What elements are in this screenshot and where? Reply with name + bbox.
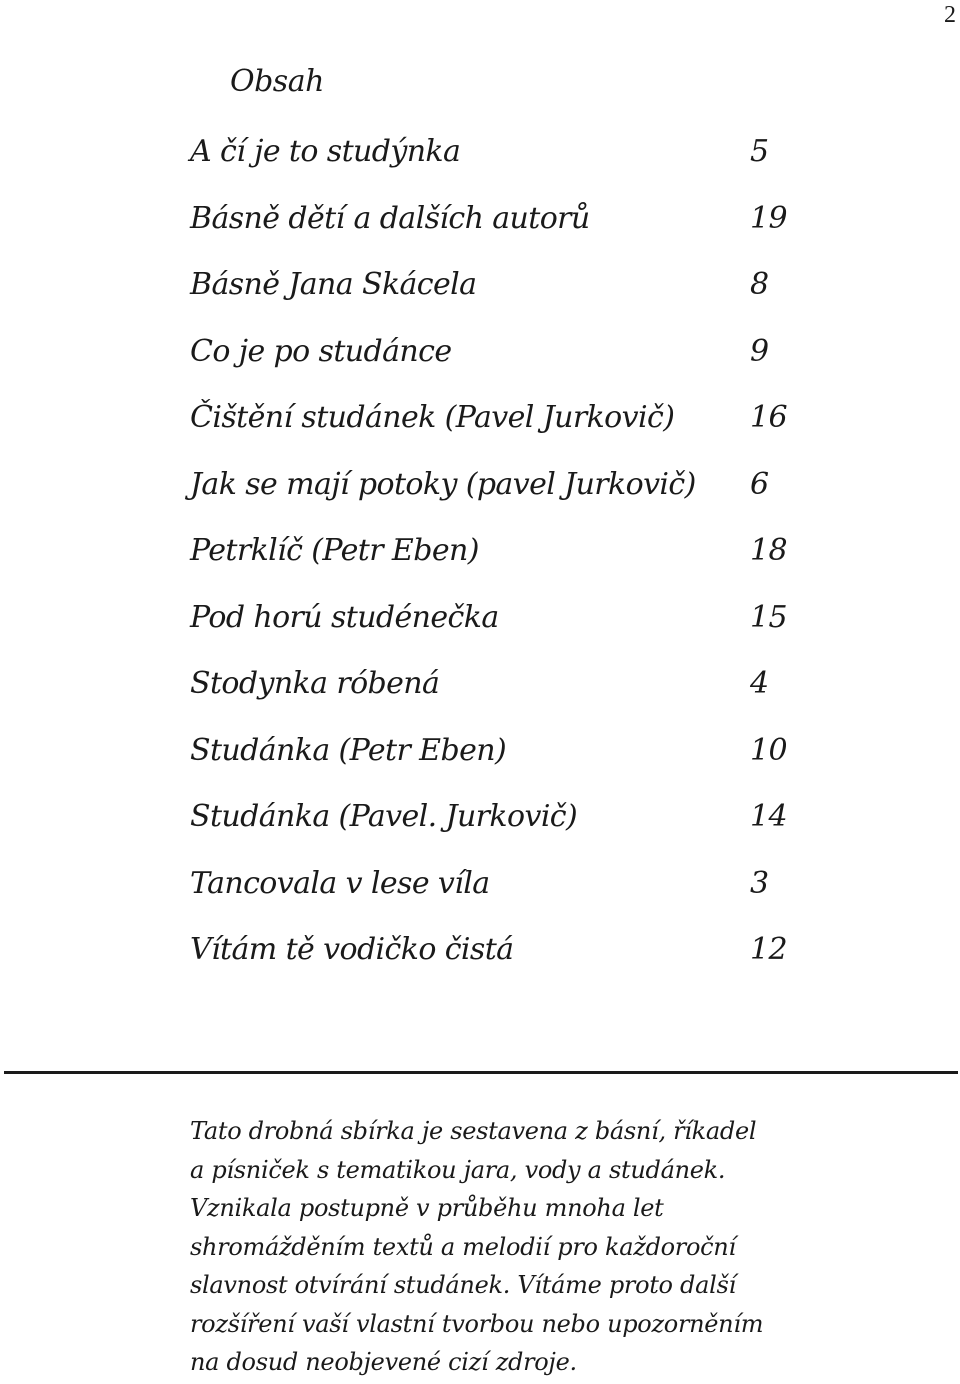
toc-entry-page: 4 [750, 666, 769, 701]
toc-entry-page: 10 [750, 732, 787, 768]
toc-entry-title: Básně dětí a dalších autorů [190, 200, 590, 236]
page-number: 2 [944, 2, 956, 28]
toc-entry[interactable] [190, 729, 810, 796]
toc-entry-title: Vítám tě vodičko čistá [190, 932, 514, 967]
intro-line: na dosud neobjevené cizí zdroje. [190, 1348, 577, 1376]
toc-entry-title: Stodynka róbená [190, 666, 440, 701]
toc-entry[interactable] [190, 928, 810, 995]
horizontal-divider [4, 1071, 958, 1074]
toc-entry-page: 19 [750, 200, 787, 236]
intro-line: a písniček s tematikou jara, vody a studánek. [190, 1155, 726, 1184]
toc-entry-title: Čištění studánek (Pavel Jurkovič) [190, 400, 675, 435]
toc-entry[interactable] [190, 795, 810, 862]
intro-line: Vznikala postupně v průběhu mnoha let [190, 1194, 664, 1222]
toc-entry[interactable] [190, 263, 810, 330]
toc-entry-page: 5 [750, 134, 769, 169]
toc-entry-title: Básně Jana Skácela [190, 267, 477, 302]
toc-entry-title: Tancovala v lese víla [190, 865, 490, 901]
toc-entry-title: Studánka (Pavel. Jurkovič) [190, 799, 578, 834]
toc-entry-page: 9 [750, 333, 769, 369]
toc-entry[interactable] [190, 596, 810, 663]
toc-title: Obsah [230, 64, 324, 99]
toc-entry-title: A čí je to studýnka [190, 134, 461, 169]
intro-paragraph [190, 1112, 830, 1382]
toc-entry-page: 8 [750, 267, 769, 302]
toc-entry-page: 12 [750, 932, 787, 967]
toc-entry-title: Petrklíč (Petr Eben) [190, 533, 479, 568]
toc-entry-title: Studánka (Petr Eben) [190, 732, 507, 768]
intro-line: rozšíření vaší vlastní tvorbou nebo upozorněním [190, 1309, 764, 1338]
toc-entry-page: 14 [750, 799, 787, 834]
toc-entry[interactable] [190, 529, 810, 596]
table-of-contents [190, 130, 810, 995]
toc-entry[interactable] [190, 463, 810, 530]
toc-entry[interactable] [190, 662, 810, 729]
toc-entry-title: Jak se mají potoky (pavel Jurkovič) [190, 466, 696, 502]
toc-entry-page: 6 [750, 466, 769, 502]
toc-entry-page: 16 [750, 400, 787, 435]
intro-line: Tato drobná sbírka je sestavena z básní, říkadel [190, 1117, 757, 1145]
toc-entry-title: Pod horú studénečka [190, 599, 499, 635]
intro-line: slavnost otvírání studánek. Vítáme proto další [190, 1271, 736, 1299]
toc-entry[interactable] [190, 197, 810, 264]
toc-entry-title: Co je po studánce [190, 333, 452, 369]
intro-line: shromážděním textů a melodií pro každoroční [190, 1232, 736, 1261]
toc-entry-page: 18 [750, 533, 787, 568]
toc-entry-page: 15 [750, 599, 787, 635]
toc-entry[interactable] [190, 330, 810, 397]
toc-entry[interactable] [190, 396, 810, 463]
toc-entry-page: 3 [750, 865, 769, 901]
toc-entry[interactable] [190, 862, 810, 929]
toc-entry[interactable] [190, 130, 810, 197]
